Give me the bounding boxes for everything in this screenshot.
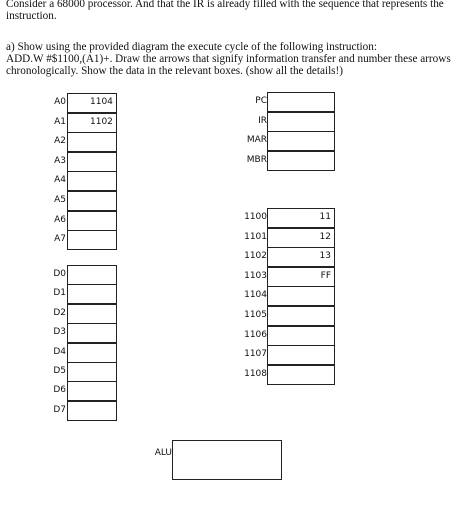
memory-cell-box-8[interactable]	[267, 365, 335, 385]
memory-cell-label-7: 1107	[244, 349, 267, 360]
address-register-label-7: A7	[54, 234, 66, 245]
memory-cell-box-3[interactable]	[267, 267, 335, 287]
question-line-1: a) Show using the provided diagram the execute cycle of the following instruction:	[6, 41, 377, 53]
memory-cell-label-3: 1103	[244, 270, 267, 281]
data-register-label-3: D3	[53, 327, 66, 338]
address-register-box-2[interactable]	[67, 132, 117, 152]
data-register-box-3[interactable]	[67, 323, 117, 343]
memory-cell-label-8: 1108	[244, 368, 267, 379]
address-register-label-2: A2	[54, 136, 66, 147]
memory-cell-value-3: FF	[320, 270, 331, 281]
memory-cell-label-2: 1102	[244, 251, 267, 262]
address-register-box-5[interactable]	[67, 191, 117, 211]
data-register-label-0: D0	[53, 269, 66, 279]
memory-cell-label-6: 1106	[244, 329, 267, 340]
data-register-label-7: D7	[53, 404, 66, 415]
memory-cell-box-1[interactable]	[267, 228, 335, 248]
address-register-label-0: A0	[54, 97, 66, 107]
data-register-box-7[interactable]	[67, 401, 117, 421]
address-register-box-4[interactable]	[67, 171, 117, 191]
memory-cell-box-2[interactable]	[267, 247, 335, 267]
control-register-label-0: PC	[255, 96, 267, 106]
control-register-label-3: MBR	[246, 154, 267, 165]
memory-cell-label-4: 1104	[244, 290, 267, 301]
data-register-label-4: D4	[53, 346, 66, 357]
control-register-box-3[interactable]	[267, 151, 335, 171]
intro-line-2: instruction.	[6, 10, 57, 22]
data-register-label-5: D5	[53, 366, 66, 376]
data-register-box-0[interactable]	[67, 265, 117, 285]
control-register-label-2: MAR	[246, 135, 267, 146]
intro-text	[6, 0, 466, 22]
memory-cell-value-0: 11	[319, 212, 331, 222]
memory-cell-box-7[interactable]	[267, 345, 335, 365]
control-register-box-0[interactable]	[267, 92, 335, 112]
memory-cell-value-1: 12	[319, 231, 331, 242]
address-register-label-6: A6	[54, 214, 66, 225]
alu-box[interactable]	[172, 440, 282, 480]
data-register-box-1[interactable]	[67, 284, 117, 304]
data-register-box-5[interactable]	[67, 362, 117, 382]
memory-cell-box-6[interactable]	[267, 326, 335, 346]
address-register-label-5: A5	[54, 195, 66, 205]
data-register-box-6[interactable]	[67, 381, 117, 401]
memory-cell-box-0[interactable]	[267, 208, 335, 228]
memory-cell-box-4[interactable]	[267, 286, 335, 306]
question-line-3: chronologically. Show the data in the relevant boxes. (show all the details!)	[6, 65, 343, 77]
address-register-value-0: 1104	[90, 97, 113, 107]
alu-label: ALU	[154, 448, 172, 458]
memory-cell-label-0: 1100	[244, 212, 267, 222]
address-register-box-0[interactable]	[67, 93, 117, 113]
address-register-value-1: 1102	[90, 116, 113, 127]
data-register-label-6: D6	[53, 385, 66, 396]
control-register-box-2[interactable]	[267, 131, 335, 151]
address-register-label-4: A4	[54, 175, 66, 186]
control-register-label-1: IR	[258, 115, 267, 126]
address-register-box-7[interactable]	[67, 230, 117, 250]
address-register-box-6[interactable]	[67, 211, 117, 231]
question-text	[6, 41, 466, 77]
memory-cell-label-1: 1101	[244, 231, 267, 242]
data-register-box-4[interactable]	[67, 343, 117, 363]
address-register-box-3[interactable]	[67, 152, 117, 172]
control-register-box-1[interactable]	[267, 112, 335, 132]
data-register-label-2: D2	[53, 307, 66, 318]
address-register-label-1: A1	[54, 116, 66, 127]
memory-cell-label-5: 1105	[244, 310, 267, 320]
memory-cell-value-2: 13	[319, 251, 331, 262]
memory-cell-box-5[interactable]	[267, 306, 335, 326]
question-line-2: ADD.W #$1100,(A1)+. Draw the arrows that signify information transfer and number these arrows	[6, 53, 451, 65]
address-register-label-3: A3	[54, 155, 66, 166]
address-register-box-1[interactable]	[67, 113, 117, 133]
data-register-box-2[interactable]	[67, 304, 117, 324]
data-register-label-1: D1	[53, 288, 66, 299]
intro-line-1: Consider a 68000 processor. And that the IR is already filled with the sequence that represents the	[6, 0, 444, 10]
